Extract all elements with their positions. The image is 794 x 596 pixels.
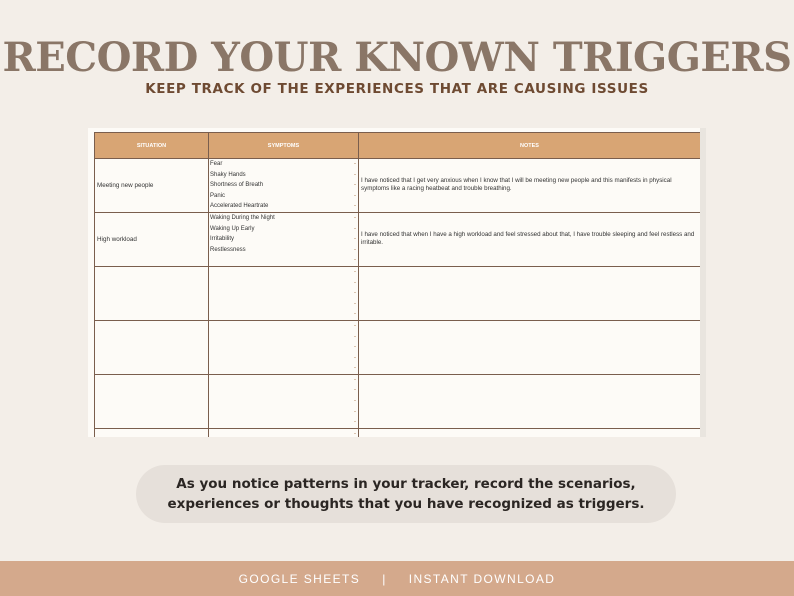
symptom-text: Shaky Hands: [210, 171, 246, 178]
dropdown-dash-icon: -: [354, 344, 356, 351]
dropdown-dash-icon: -: [354, 246, 356, 253]
callout-pill: [136, 465, 676, 523]
dropdown-dash-icon: -: [354, 300, 356, 307]
notes-cell[interactable]: I have noticed that when I have a high workload and feel stressed about that, I have trouble sleeping and feel restless and irritable.: [359, 212, 701, 266]
table-header-row: [95, 133, 701, 159]
dropdown-dash-icon: -: [354, 408, 356, 415]
dropdown-dash-icon: -: [354, 236, 356, 243]
dropdown-dash-icon: -: [354, 419, 356, 426]
symptoms-cell[interactable]: [209, 320, 359, 374]
symptom-text: Fear: [210, 161, 223, 167]
table-row: [95, 428, 701, 437]
footer-google-sheets: GOOGLE SHEETS: [238, 571, 361, 586]
symptom-line: [209, 255, 358, 266]
symptom-text: Accelerated Heartrate: [210, 203, 269, 210]
symptom-line: [209, 363, 358, 374]
symptoms-cell[interactable]: [209, 212, 359, 266]
dropdown-dash-icon: -: [354, 279, 356, 286]
symptom-line: [209, 375, 358, 386]
symptom-text: Restlessness: [210, 246, 246, 253]
dropdown-dash-icon: -: [354, 171, 356, 178]
symptom-line: [209, 170, 358, 181]
table-row: [95, 320, 701, 374]
footer-instant-download: INSTANT DOWNLOAD: [408, 571, 556, 586]
notes-cell[interactable]: [359, 428, 701, 437]
table-row: [95, 374, 701, 428]
dropdown-dash-icon: -: [354, 257, 356, 264]
situation-cell[interactable]: [95, 374, 209, 428]
symptom-line: [209, 245, 358, 256]
symptoms-cell[interactable]: [209, 159, 359, 213]
dropdown-dash-icon: -: [354, 182, 356, 189]
symptom-line: [209, 396, 358, 407]
symptom-line: [209, 342, 358, 353]
dropdown-dash-icon: -: [354, 268, 356, 275]
symptom-text: Irritability: [210, 236, 235, 243]
dropdown-dash-icon: -: [354, 387, 356, 394]
symptom-line: [209, 309, 358, 320]
symptom-line: [209, 159, 358, 170]
symptom-line: [209, 321, 358, 332]
column-header-symptoms: SYMPTOMS: [209, 133, 359, 159]
footer-separator: |: [382, 571, 387, 586]
dropdown-dash-icon: -: [354, 225, 356, 232]
symptom-line: [209, 332, 358, 343]
dropdown-dash-icon: -: [354, 203, 356, 210]
symptom-line: [209, 299, 358, 310]
symptom-line: [209, 191, 358, 202]
table-row: [95, 212, 701, 266]
symptoms-cell[interactable]: [209, 428, 359, 437]
symptom-line: [209, 429, 358, 437]
notes-cell[interactable]: [359, 320, 701, 374]
notes-cell[interactable]: I have noticed that I get very anxious when I know that I will be meeting new people and this manifests in physical symptoms like a racing heatbeat and trouble breathing.: [359, 159, 701, 213]
symptom-line: [209, 288, 358, 299]
dropdown-dash-icon: -: [354, 430, 356, 437]
symptom-text: Panic: [210, 192, 226, 199]
column-header-situation: SITUATION: [95, 133, 209, 159]
triggers-table: [94, 132, 701, 437]
situation-cell[interactable]: Meeting new people: [95, 159, 209, 213]
symptom-line: [209, 407, 358, 418]
symptom-line: [209, 224, 358, 235]
dropdown-dash-icon: -: [354, 290, 356, 297]
symptom-line: [209, 201, 358, 212]
dropdown-dash-icon: -: [354, 365, 356, 372]
spreadsheet-preview: [88, 128, 706, 437]
callout-line-2: experiences or thoughts that you have recognized as triggers.: [167, 496, 645, 512]
notes-cell[interactable]: [359, 266, 701, 320]
symptom-line: [209, 267, 358, 278]
symptom-line: [209, 234, 358, 245]
dropdown-dash-icon: -: [354, 333, 356, 340]
symptom-line: [209, 353, 358, 364]
dropdown-dash-icon: -: [354, 161, 356, 167]
symptom-text: Waking During the Night: [210, 214, 275, 221]
page-title: RECORD YOUR KNOWN TRIGGERS: [2, 34, 792, 81]
table-row: [95, 266, 701, 320]
symptom-line: [209, 417, 358, 428]
symptom-text: Waking Up Early: [210, 225, 255, 232]
column-header-notes: NOTES: [359, 133, 701, 159]
page-subtitle: KEEP TRACK OF THE EXPERIENCES THAT ARE CAUSING ISSUES: [145, 81, 649, 97]
symptoms-cell[interactable]: [209, 374, 359, 428]
situation-cell[interactable]: [95, 266, 209, 320]
dropdown-dash-icon: -: [354, 192, 356, 199]
notes-cell[interactable]: [359, 374, 701, 428]
situation-cell[interactable]: High workload: [95, 212, 209, 266]
symptom-line: [209, 213, 358, 224]
footer-bar: [0, 561, 794, 596]
dropdown-dash-icon: -: [354, 311, 356, 318]
sheet-scroll-edge: [700, 128, 706, 437]
callout-line-1: As you notice patterns in your tracker, record the scenarios,: [176, 476, 636, 492]
dropdown-dash-icon: -: [354, 322, 356, 329]
situation-cell[interactable]: [95, 320, 209, 374]
symptom-line: [209, 385, 358, 396]
dropdown-dash-icon: -: [354, 354, 356, 361]
dropdown-dash-icon: -: [354, 376, 356, 383]
situation-cell[interactable]: [95, 428, 209, 437]
dropdown-dash-icon: -: [354, 398, 356, 405]
symptom-line: [209, 278, 358, 289]
symptom-text: Shortness of Breath: [210, 182, 264, 189]
table-row: [95, 159, 701, 213]
symptom-line: [209, 180, 358, 191]
dropdown-dash-icon: -: [354, 214, 356, 221]
symptoms-cell[interactable]: [209, 266, 359, 320]
